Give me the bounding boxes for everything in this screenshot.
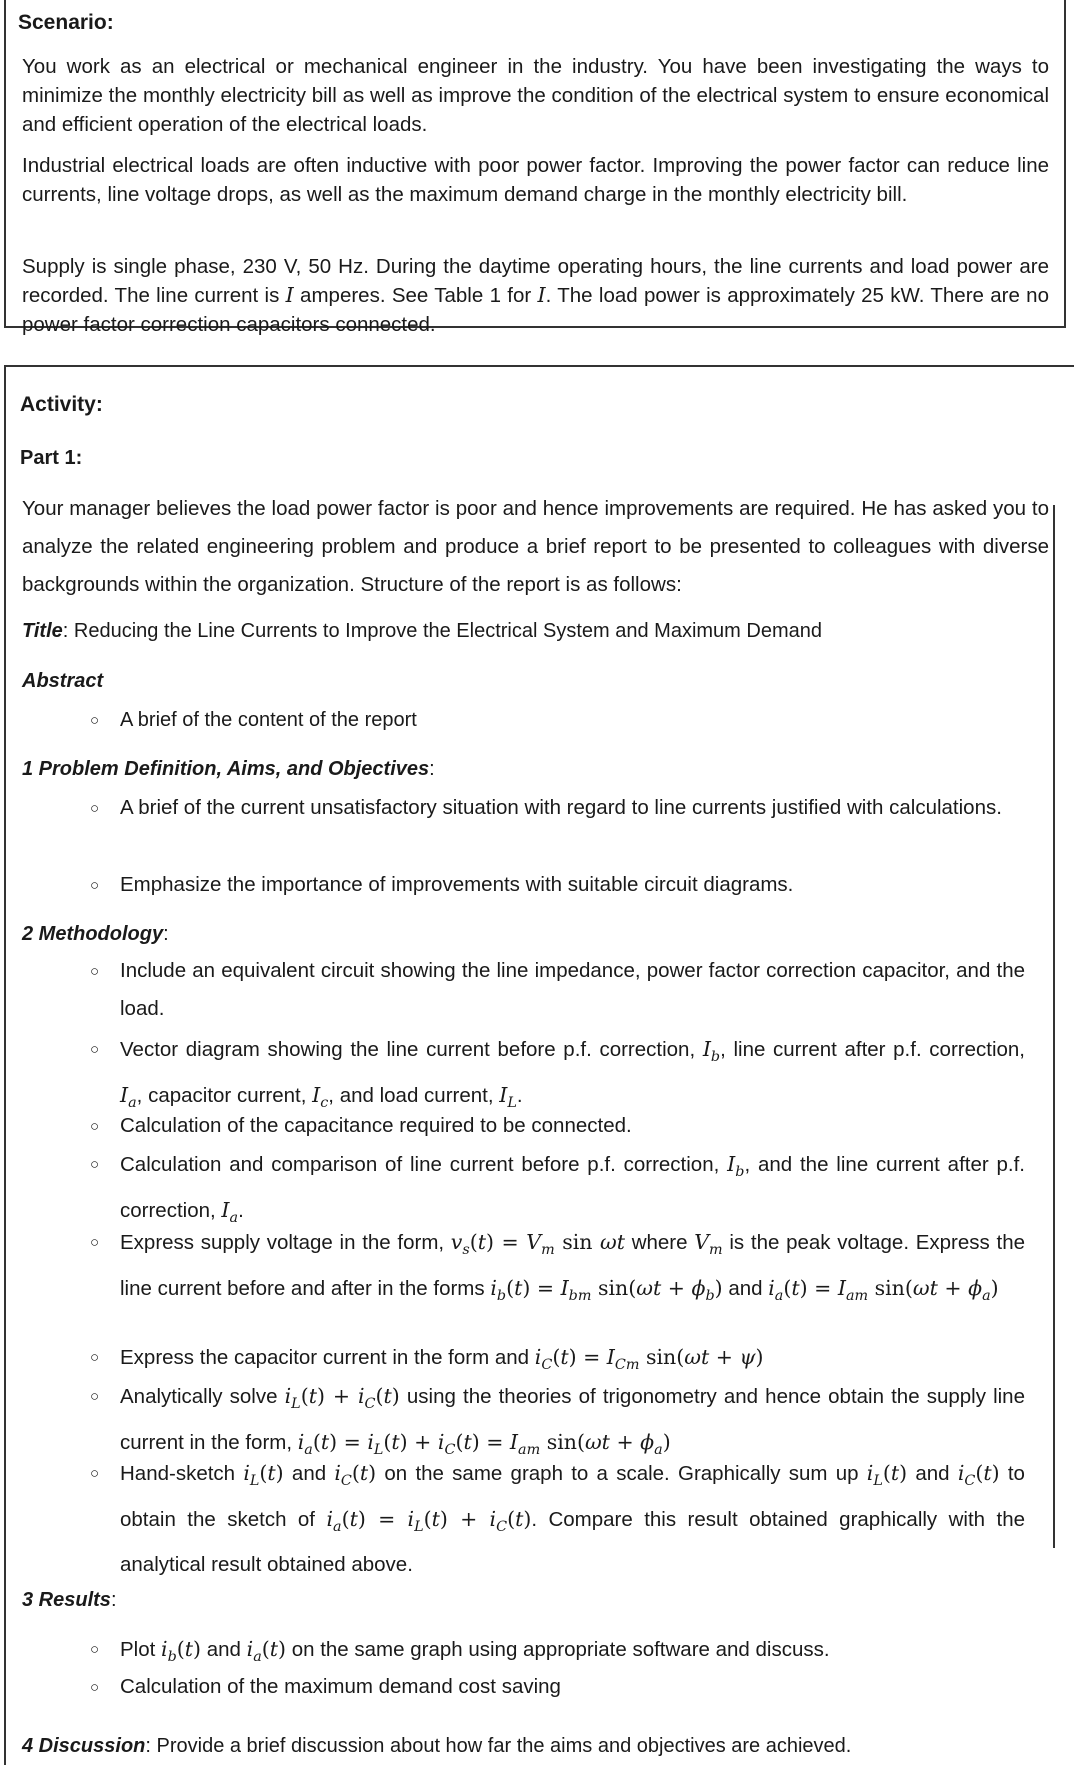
activity-heading: Activity: (20, 393, 103, 416)
scenario-paragraph-1: You work as an electrical or mechanical engineer in the industry. You have been investigating the ways to minimize the monthly electricity bill as well as improve the condition of the electrical system to ensure economical and efficient operation of the electrical loads. (22, 55, 1049, 136)
methodology-item-5: Express supply voltage in the form, $v_s(t) = V_m$ sin ωt where $V_m$ is the peak voltage. Express the line current before and after in the forms $i_b(t) = I_{bm}$ $\sin(\omega t + \phi_b)$ and $i_a(t) = I_{am}$ $\sin(\omega t + \phi_a)$ (120, 1230, 1025, 1305)
scenario-paragraph-3: Supply is single phase, 230 V, 50 Hz. During the daytime operating hours, the line currents and load power are recorded. The line current is I amperes. See Table 1 for I. The load power is approximately 25 kW. There are no power factor correction capacitors connected. (22, 255, 1049, 336)
results-item-2: Calculation of the maximum demand cost saving (120, 1675, 561, 1698)
bullet-icon: ○ (90, 1641, 100, 1658)
section-1-item-2: Emphasize the importance of improvements with suitable circuit diagrams. (120, 873, 794, 896)
methodology-item-2: Vector diagram showing the line current before p.f. correction, $I_b$, line current after p.f. correction, $I_a$, capacitor current, $I_c$, and load current, $I_L$. (120, 1037, 1025, 1112)
bullet-icon: ○ (90, 1234, 100, 1251)
section-2-label: 2 Methodology: (22, 923, 169, 945)
bullet-icon: ○ (90, 1041, 100, 1058)
bullet-icon: ○ (90, 1465, 100, 1482)
bullet-icon: ○ (90, 963, 100, 980)
activity-intro: Your manager believes the load power factor is poor and hence improvements are required. He has asked you to analyze the related engineering problem and produce a brief report to be presented to colleagues with diverse backgrounds within the organization. Structure of the report is as follows: (22, 497, 1049, 596)
bullet-icon: ○ (90, 800, 100, 817)
bullet-icon: ○ (90, 1679, 100, 1696)
section-3-label: 3 Results: (22, 1589, 117, 1611)
methodology-item-1: Include an equivalent circuit showing the line impedance, power factor correction capacitor, and the load. (120, 959, 1025, 1020)
methodology-item-6: Express the capacitor current in the form and $i_C(t) = I_{Cm}$ sin(ωt + ψ) (120, 1345, 764, 1374)
report-title: Title: Reducing the Line Currents to Improve the Electrical System and Maximum Demand (22, 620, 822, 642)
bullet-icon: ○ (90, 1156, 100, 1173)
bullet-icon: ○ (90, 712, 100, 729)
bullet-icon: ○ (90, 1118, 100, 1135)
results-item-1: Plot $i_b(t)$ and $i_a(t)$ on the same graph using appropriate software and discuss. (120, 1637, 830, 1666)
scenario-paragraph-2: Industrial electrical loads are often inductive with poor power factor. Improving the power factor can reduce line currents, line voltage drops, as well as the maximum demand charge in the monthly electricity bill. (22, 154, 1049, 206)
bullet-icon: ○ (90, 1388, 100, 1405)
abstract-item: A brief of the content of the report (120, 709, 417, 731)
scenario-heading: Scenario: (18, 11, 114, 34)
activity-right-border (1053, 505, 1055, 1548)
part-heading: Part 1: (20, 447, 83, 469)
methodology-item-8: Hand-sketch $i_L(t)$ and $i_C(t)$ on the same graph to a scale. Graphically sum up $i_L(t)$ and $i_C(t)$ to obtain the sketch of $i_a(t) = i_L(t) + i_C(t)$. Compare this result obtained graphically with the analytical result obtained above. (120, 1461, 1025, 1577)
methodology-item-4: Calculation and comparison of line current before p.f. correction, $I_b$, and the line current after p.f. correction, $I_a$. (120, 1152, 1025, 1227)
section-4-discussion: 4 Discussion: Provide a brief discussion about how far the aims and objectives are achieved. (22, 1735, 852, 1757)
bullet-icon: ○ (90, 1349, 100, 1366)
abstract-label: Abstract (22, 670, 104, 692)
bullet-icon: ○ (90, 877, 100, 894)
methodology-item-7: Analytically solve $i_L(t) + i_C(t)$ using the theories of trigonometry and hence obtain the supply line current in the form, $i_a(t) = i_L(t) + i_C(t) = I_{am}$ $\sin(\omega t + \phi_a)$ (120, 1384, 1025, 1459)
section-1-label: 1 Problem Definition, Aims, and Objectives: (22, 758, 435, 780)
section-1-item-1: A brief of the current unsatisfactory situation with regard to line currents justified with calculations. (120, 796, 1002, 819)
methodology-item-3: Calculation of the capacitance required to be connected. (120, 1114, 632, 1137)
